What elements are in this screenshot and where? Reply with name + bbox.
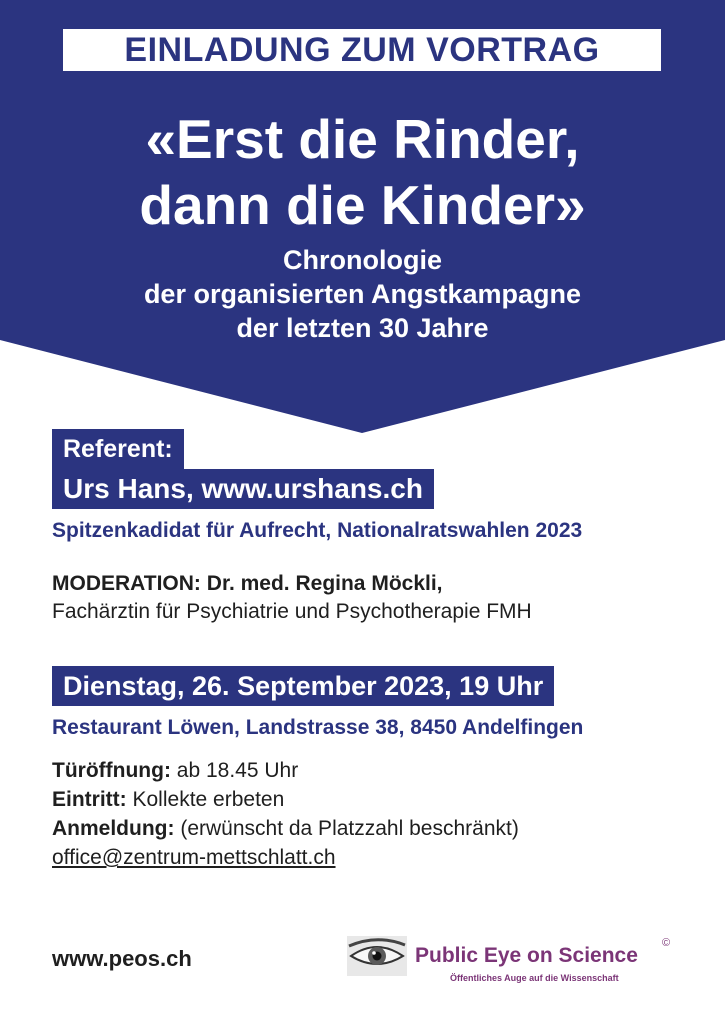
logo-copyright: © [662, 937, 671, 949]
eye-icon [347, 936, 407, 976]
speaker-candidacy: Spitzenkadidat für Aufrecht, Nationalratswahlen 2023 [52, 519, 583, 542]
event-date: Dienstag, 26. September 2023, 19 Uhr [52, 666, 554, 706]
registration-email-link[interactable]: office@zentrum-mettschlatt.ch [52, 846, 336, 869]
moderator-title: Fachärztin für Psychiatrie und Psychotherapie FMH [52, 600, 532, 623]
invitation-label: EINLADUNG ZUM VORTRAG [63, 29, 661, 71]
entry-value: Kollekte erbeten [132, 788, 285, 811]
registration-line [52, 814, 519, 843]
registration-value: (erwünscht da Platzzahl beschränkt) [180, 817, 519, 840]
logo-name: Public Eye on Science [415, 944, 638, 967]
event-info [52, 756, 519, 872]
entry-label: Eintritt: [52, 788, 127, 811]
talk-title [0, 106, 725, 238]
entry-line [52, 785, 519, 814]
subtitle-line-3: der letzten 30 Jahre [236, 313, 489, 343]
doors-value: ab 18.45 Uhr [176, 759, 299, 782]
speaker-name[interactable]: Urs Hans, www.urshans.ch [52, 469, 434, 509]
talk-subtitle [0, 243, 725, 345]
event-venue: Restaurant Löwen, Landstrasse 38, 8450 Andelfingen [52, 716, 584, 739]
subtitle-line-2: der organisierten Angstkampagne [143, 279, 582, 309]
subtitle-line-1: Chronologie [283, 245, 442, 275]
moderation-block [52, 570, 532, 626]
talk-title-line-2: dann die Kinder» [139, 174, 586, 236]
talk-title-line-1: «Erst die Rinder, [145, 108, 580, 170]
doors-label: Türöffnung: [52, 759, 171, 782]
registration-label: Anmeldung: [52, 817, 175, 840]
logo-tagline: Öffentliches Auge auf die Wissenschaft [450, 973, 619, 983]
moderation-label: MODERATION: [52, 572, 201, 595]
speaker-label: Referent: [52, 429, 184, 469]
footer-url-link[interactable]: www.peos.ch [52, 946, 192, 971]
moderator-name: Dr. med. Regina Möckli, [206, 572, 443, 595]
doors-line [52, 756, 519, 785]
